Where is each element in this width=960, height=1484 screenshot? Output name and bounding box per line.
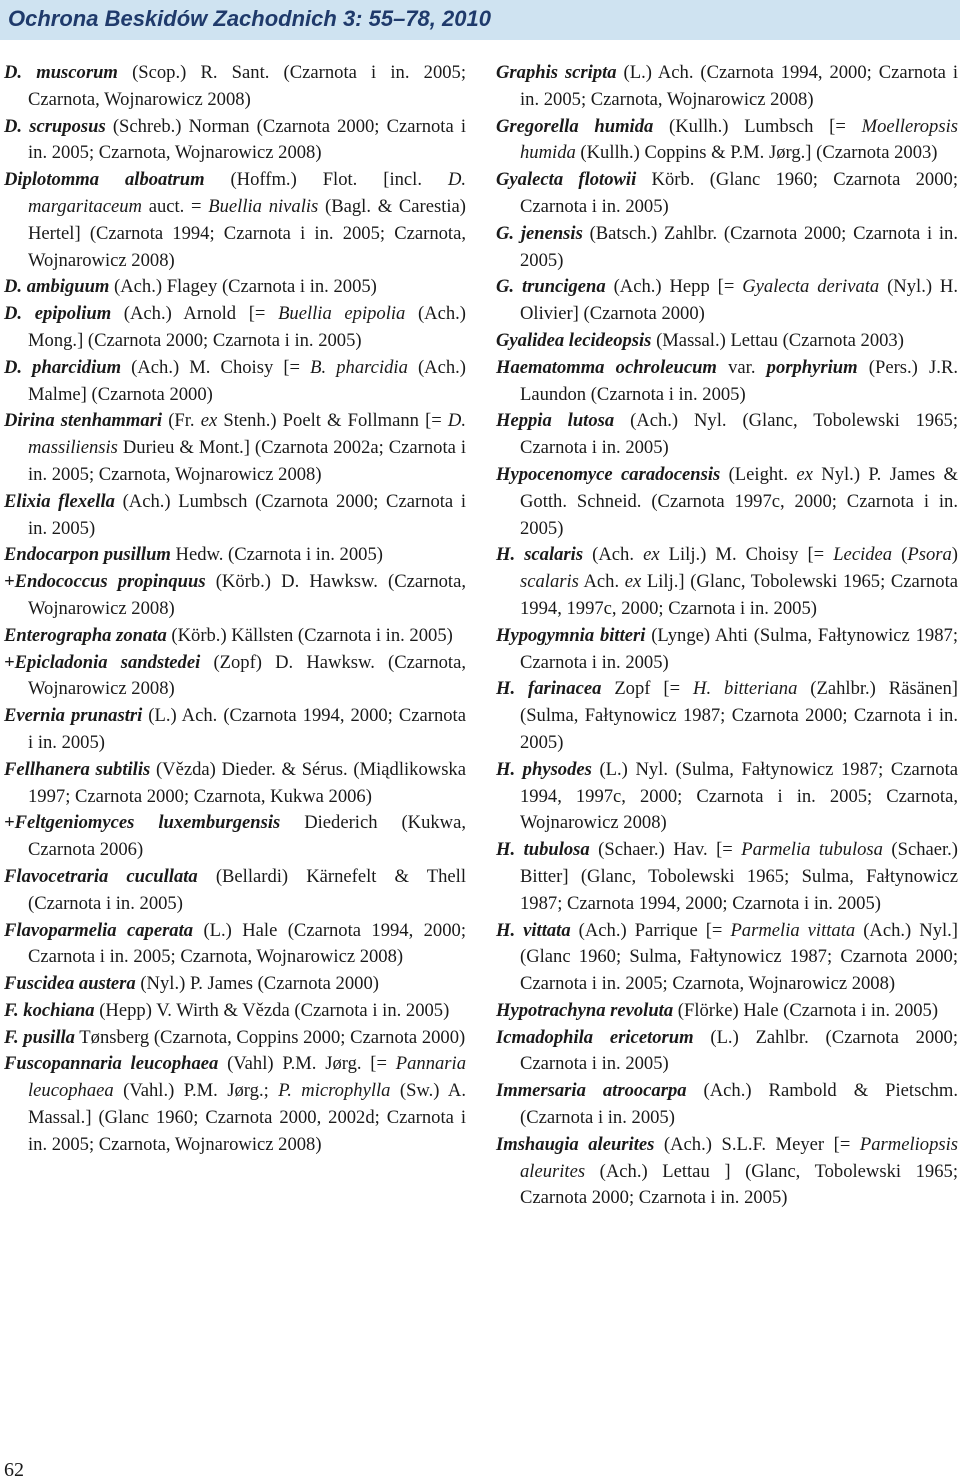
species-entry [4,274,466,301]
entry-text: (Kullh.) Lumbsch [= [653,115,862,137]
taxon-name: Fuscopannaria leucophaea [4,1053,219,1075]
species-entry [496,408,958,462]
species-entry [4,650,466,704]
species-entry [4,114,466,168]
italic-text: B. pharcidia [310,356,408,378]
entry-text: (Batsch.) Zahlbr. (Czarnota 2000; Czarnota i in. 2005) [520,222,958,271]
entry-text: (Ach.) M. Choisy [= [121,356,311,378]
taxon-name: +Epicladonia sandstedei [4,651,201,673]
taxon-name: Diplotomma alboatrum [4,169,205,191]
taxon-name: Hypocenomyce caradocensis [496,463,721,485]
entry-text: (Ach.) Arnold [= [111,303,279,325]
entry-text: (Schaer.) Hav. [= [589,839,742,861]
entry-text: (Sw.) A. Massal.] (Glanc 1960; Czarnota 2000, 2002d; Czarnota i in. 2005; Czarnota, Wojnarowicz 2008) [28,1080,466,1155]
species-entry [496,623,958,677]
taxon-name: Flavoparmelia caperata [4,919,194,941]
taxon-name: Elixia flexella [4,490,115,512]
italic-text: Buellia epipolia [278,303,406,325]
entry-text: (Ach. [583,544,644,566]
italic-text: Gyalecta derivata [742,276,880,298]
entry-text: (Ach.) Flagey (Czarnota i in. 2005) [109,276,377,298]
page-number: 62 [4,1459,24,1481]
taxon-name: Enterographa zonata [4,624,167,646]
taxon-name: Gyalecta flotowii [496,169,637,191]
entry-text: (Ach.) Mong.] (Czarnota 2000; Czarnota i in. 2005) [28,303,466,351]
entry-text: (Bagl. & Carestia) Hertel] (Czarnota 1994; Czarnota i in. 2005; Czarnota, Wojnarowicz 2008) [28,195,466,271]
species-entry [496,221,958,275]
taxon-name: porphyrium [766,356,858,378]
taxon-name: Icmadophila ericetorum [496,1026,694,1048]
entry-text: (Kullh.) Coppins & P.M. Jørg.] (Czarnota 2003) [575,142,938,164]
species-entry [4,703,466,757]
entry-text: (Pers.) J.R. Laundon (Czarnota i in. 2005) [520,356,958,405]
entry-text: Lilj.] (Glanc, Tobolewski 1965; Czarnota 1994, 1997c, 2000; Czarnota i in. 2005) [520,571,958,619]
species-entry [4,918,466,972]
entry-text: Stenh.) Poelt & Follmann [= [217,410,448,432]
entry-text: (Nyl.) H. Olivier] (Czarnota 2000) [520,276,959,325]
italic-text: scalaris [520,571,579,593]
species-entry [496,757,958,837]
entry-text: (Lynge) Ahti (Sulma, Fałtynowicz 1987; Czarnota i in. 2005) [520,624,958,673]
entry-text: (Hepp) V. Wirth & Vězda (Czarnota i in. 2005) [94,999,450,1021]
species-entry [496,274,958,328]
italic-text: D. massiliensis [28,410,466,459]
entry-text: Hedw. (Czarnota i in. 2005) [170,544,383,566]
entry-text: (Leight. [720,463,797,485]
italic-text: ex [200,410,218,432]
species-entry [496,918,958,998]
entry-text: (Schaer.) Bitter] (Glanc, Tobolewski 1965; Sulma, Fałtynowicz 1987; Czarnota 1994, 2000; Czarnota i in. 2005) [520,839,959,914]
entry-text: auct. = [141,195,209,217]
taxon-name: Flavocetraria cucullata [4,865,198,887]
species-entry [496,1025,958,1079]
entry-text: Tønsberg (Czarnota, Coppins 2000; Czarnota 2000) [74,1026,466,1048]
taxon-name: D. scruposus [4,115,106,137]
taxon-name: Immersaria atroocarpa [496,1080,687,1102]
italic-text: ex [624,571,642,593]
taxon-name: Haematomma ochroleucum [496,356,717,378]
entry-text: (L.) Ach. (Czarnota 1994, 2000; Czarnota i in. 2005; Czarnota, Wojnarowicz 2008) [520,62,958,110]
entry-text: Ach. [578,571,625,593]
entry-text: (Ach.) Lettau ] (Glanc, Tobolewski 1965; Czarnota 2000; Czarnota i in. 2005) [520,1160,958,1209]
entry-text: (Scop.) R. Sant. (Czarnota i in. 2005; Czarnota, Wojnarowicz 2008) [28,62,467,110]
entry-text: (Zahlbr.) Räsänen] (Sulma, Fałtynowicz 1987; Czarnota 2000; Czarnota i in. 2005) [520,678,958,753]
taxon-name: G. truncigena [496,276,606,298]
species-entry [4,810,466,864]
taxon-name: Dirina stenhammari [4,410,163,432]
species-entry [496,676,958,756]
italic-text: Parmelia vittata [730,919,856,941]
right-column [496,60,958,1212]
taxon-name: Hypotrachyna revoluta [496,999,674,1021]
species-entry [4,408,466,488]
taxon-name: Endocarpon pusillum [4,544,171,566]
entry-text: (Vězda) Dieder. & Sérus. (Miądlikowska 1997; Czarnota 2000; Czarnota, Kukwa 2006) [28,758,466,807]
species-entry [4,542,466,569]
species-entry [4,1025,466,1052]
entry-text: Durieu & Mont.] (Czarnota 2002a; Czarnota i in. 2005; Czarnota, Wojnarowicz 2008) [28,437,466,485]
entry-text: (L.) Ach. (Czarnota 1994, 2000; Czarnota i in. 2005) [28,705,466,753]
italic-text: ex [643,544,660,566]
entry-text: (Zopf) D. Hawksw. (Czarnota, Wojnarowicz 2008) [28,651,466,700]
taxon-name: +Feltgeniomyces luxemburgensis [4,812,281,834]
journal-header [0,0,960,40]
species-entry [496,355,958,409]
taxon-name: F. pusilla [4,1026,75,1048]
italic-text: P. microphylla [278,1080,391,1102]
species-entry [4,1051,466,1158]
entry-text: Körb. (Glanc 1960; Czarnota 2000; Czarnota i in. 2005) [520,169,958,217]
species-entry [496,328,958,355]
species-entry [4,489,466,543]
entry-text: (Ach.) Nyl. (Glanc, Tobolewski 1965; Czarnota i in. 2005) [520,410,958,459]
italic-text: Psora [907,544,952,566]
taxon-name: G. jenensis [496,222,583,244]
entry-text: (Bellardi) Kärnefelt & Thell (Czarnota i in. 2005) [28,865,467,914]
species-entry [4,569,466,623]
entry-text: (L.) Hale (Czarnota 1994, 2000; Czarnota i in. 2005; Czarnota, Wojnarowicz 2008) [28,919,466,968]
entry-text: (Ach.) Malme] (Czarnota 2000) [28,356,466,405]
taxon-name: D. pharcidium [4,356,122,378]
taxon-name: D. ambiguum [4,276,110,298]
entry-text: (Flörke) Hale (Czarnota i in. 2005) [673,999,939,1021]
taxon-name: D. muscorum [4,62,118,83]
entry-text: (Ach.) Parrique [= [570,919,731,941]
entry-text: Zopf [= [601,678,694,700]
entry-text: (Hoffm.) Flot. [incl. [204,169,448,191]
species-entry [4,971,466,998]
entry-text: (Schreb.) Norman (Czarnota 2000; Czarnota i in. 2005; Czarnota, Wojnarowicz 2008) [28,115,466,164]
entry-text: ( [892,544,908,566]
species-entry [496,462,958,542]
taxon-name: Heppia lutosa [496,410,615,432]
entry-text: Nyl.) P. James & Gotth. Schneid. (Czarnota 1997c, 2000; Czarnota i in. 2005) [520,463,959,539]
entry-text: Diederich (Kukwa, Czarnota 2006) [28,812,466,861]
species-entry [496,837,958,917]
entry-text: ) [951,544,958,566]
entry-text: (Ach.) Nyl.] (Glanc 1960; Sulma, Fałtynowicz 1987; Czarnota 2000; Czarnota i in. 2005; Czarnota, Wojnarowicz 2008) [520,919,958,995]
species-entry [4,757,466,811]
taxon-name: H. farinacea [496,678,602,700]
entry-text: (Fr. [162,410,201,432]
taxon-name: Evernia prunastri [4,705,143,727]
taxon-name: Hypogymnia bitteri [496,624,646,646]
entry-text: (Ach.) Hepp [= [605,276,743,298]
journal-title: Ochrona Beskidów Zachodnich 3: 55–78, 2010 [8,6,491,31]
taxon-name: F. kochiana [4,999,95,1021]
taxon-name: H. scalaris [496,544,584,566]
entry-text: (Ach.) Rambold & Pietschm. (Czarnota i in. 2005) [520,1080,958,1129]
species-entry [4,998,466,1025]
species-entry [496,167,958,221]
entry-text: (Körb.) D. Hawksw. (Czarnota, Wojnarowicz 2008) [28,571,466,619]
species-entry [496,998,958,1025]
italic-text: H. bitteriana [693,678,798,700]
species-entry [4,167,466,274]
taxon-name: Gyalidea lecideopsis [496,329,652,351]
species-entry [4,301,466,355]
taxon-name: H. vittata [496,919,571,941]
taxon-name: Gregorella humida [496,115,654,137]
species-entry [4,60,466,114]
italic-text: Lecidea [833,544,893,566]
italic-text: ex [796,463,813,485]
taxon-name: +Endococcus propinquus [4,571,206,593]
entry-text: (L.) Nyl. (Sulma, Fałtynowicz 1987; Czarnota 1994, 1997c, 2000; Czarnota i in. 2005; Czarnota, Wojnarowicz 2008) [520,758,959,834]
entry-text: (Ach.) Lumbsch (Czarnota 2000; Czarnota i in. 2005) [28,490,466,539]
italic-text: Parmelia tubulosa [741,839,883,861]
taxon-name: Fellhanera subtilis [4,758,151,780]
species-entry [4,864,466,918]
entry-text: (Ach.) S.L.F. Meyer [= [654,1133,860,1155]
taxon-name: H. physodes [496,758,592,780]
italic-text: Parmeliopsis aleurites [520,1133,959,1182]
taxon-name: D. epipolium [4,303,112,325]
italic-text: D. margaritaceum [28,169,467,217]
left-column [4,60,466,1159]
entry-text: (L.) Zahlbr. (Czarnota 2000; Czarnota i in. 2005) [520,1026,959,1075]
entry-text: var. [716,356,767,378]
species-entry [496,1078,958,1132]
entry-text: (Vahl) P.M. Jørg. [= [218,1053,396,1075]
taxon-name: Fuscidea austera [4,973,136,995]
species-entry [496,542,958,622]
taxon-name: Graphis scripta [496,62,617,83]
entry-text: (Nyl.) P. James (Czarnota 2000) [135,973,379,995]
species-entry [496,114,958,168]
entry-text: (Massal.) Lettau (Czarnota 2003) [651,329,904,351]
taxon-name: Imshaugia aleurites [496,1133,655,1155]
species-entry [496,1132,958,1212]
species-entry [496,60,958,114]
species-entry [4,623,466,650]
taxon-name: H. tubulosa [496,839,590,861]
entry-text: Lilj.) M. Choisy [= [659,544,834,566]
entry-text: (Körb.) Källsten (Czarnota i in. 2005) [166,624,453,646]
italic-text: Buellia nivalis [208,195,319,217]
italic-text: Pannaria leucophaea [28,1053,466,1102]
italic-text: Moelleropsis humida [520,115,958,164]
species-entry [4,355,466,409]
entry-text: (Vahl.) P.M. Jørg.; [113,1080,279,1102]
